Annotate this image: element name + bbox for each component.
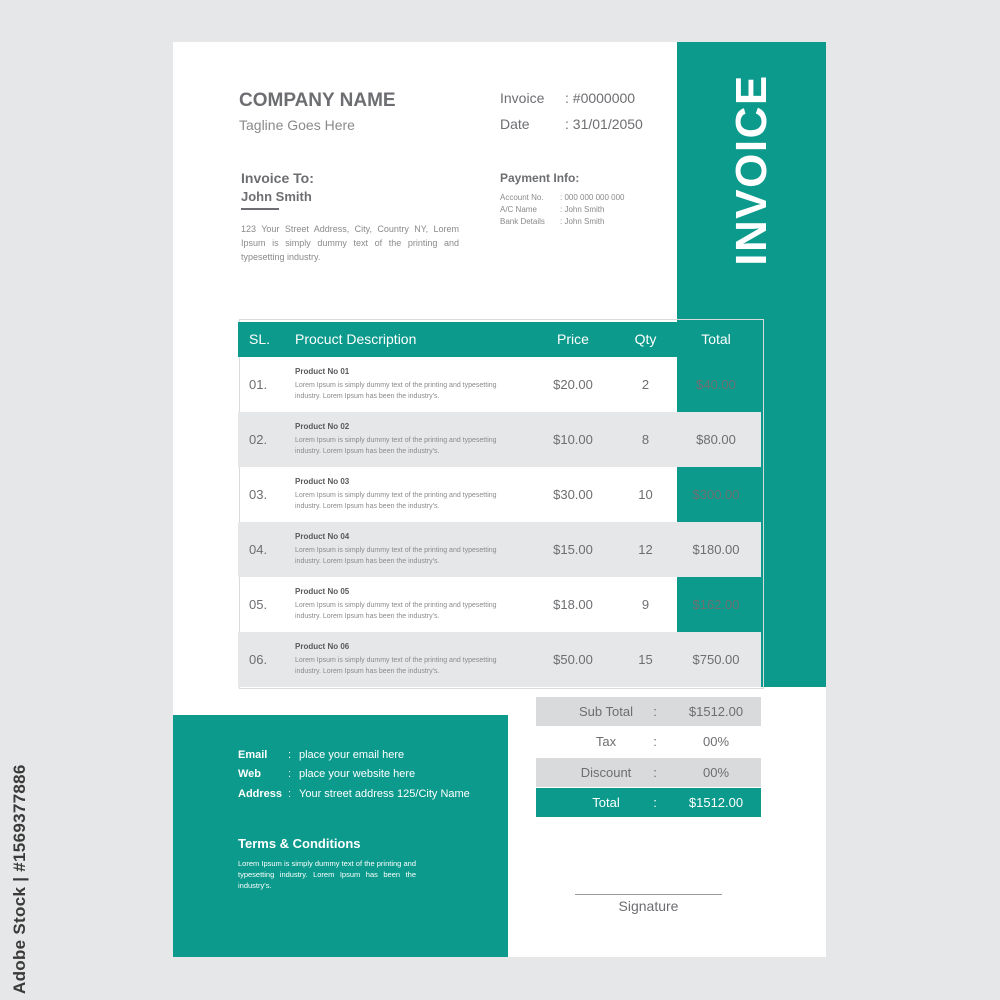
header-price: Price xyxy=(557,331,589,347)
summary-label: Discount xyxy=(580,765,632,780)
row-product-desc: Lorem Ipsum is simply dummy text of the printing and typesetting industry. Lorem Ipsum has been the industry's. xyxy=(295,657,497,675)
signature-line xyxy=(575,894,722,895)
row-price: $15.00 xyxy=(553,542,593,557)
invoice-date-row xyxy=(500,116,643,132)
contact-web-label: Web xyxy=(238,768,262,780)
row-sl: 06. xyxy=(249,652,268,667)
contact-web-value: place your website here xyxy=(299,768,416,780)
terms-title: Terms & Conditions xyxy=(238,836,361,851)
row-total: $180.00 xyxy=(692,542,740,557)
row-sl: 02. xyxy=(249,432,268,447)
row-product-desc: Lorem Ipsum is simply dummy text of the printing and typesetting industry. Lorem Ipsum has been the industry's. xyxy=(295,547,497,565)
table-row xyxy=(238,632,761,687)
contact-address-row xyxy=(238,788,470,800)
header-qty: Qty xyxy=(634,331,657,347)
row-product-desc: Lorem Ipsum is simply dummy text of the printing and typesetting industry. Lorem Ipsum has been the industry's. xyxy=(295,437,497,455)
contact-colon: : xyxy=(288,768,292,780)
invoice-page xyxy=(173,42,826,957)
company-name: COMPANY NAME xyxy=(239,90,396,111)
summary-colon: : xyxy=(653,704,657,719)
row-product-name: Product No 04 xyxy=(295,532,350,541)
header-sl: SL. xyxy=(249,331,271,347)
payment-row-value: : 000 000 000 000 xyxy=(560,193,625,202)
payment-row-label: A/C Name xyxy=(500,205,537,214)
summary-colon: : xyxy=(653,795,657,810)
row-product-name: Product No 03 xyxy=(295,477,350,486)
contact-web-row xyxy=(238,768,415,780)
payment-row-value: : John Smith xyxy=(560,217,605,226)
header-total: Total xyxy=(701,331,731,347)
summary-discount-row xyxy=(536,758,761,787)
invoice-to-label: Invoice To: xyxy=(241,170,314,186)
summary-value: 00% xyxy=(702,734,730,749)
payment-info-label: Payment Info: xyxy=(500,171,580,185)
row-qty: 15 xyxy=(638,652,653,667)
row-total: $750.00 xyxy=(692,652,740,667)
summary-tax-row xyxy=(536,727,761,756)
invoice-number-value: : #0000000 xyxy=(565,90,636,106)
invoice-date-label: Date xyxy=(500,116,530,132)
row-product-desc: Lorem Ipsum is simply dummy text of the printing and typesetting industry. Lorem Ipsum has been the industry's. xyxy=(295,492,497,510)
summary-colon: : xyxy=(653,734,657,749)
payment-row xyxy=(500,217,604,226)
summary-value: 00% xyxy=(702,765,730,780)
row-product-name: Product No 05 xyxy=(295,587,350,596)
invoice-to-address: 123 Your Street Address, City, Country NY, Lorem Ipsum is simply dummy text of the printing and typesetting industry. xyxy=(241,224,459,262)
stock-id-label: Adobe Stock | #1569377886 xyxy=(10,764,29,994)
payment-row-label: Bank Details xyxy=(500,217,545,226)
row-qty: 10 xyxy=(638,487,653,502)
summary-colon: : xyxy=(653,765,657,780)
row-price: $30.00 xyxy=(553,487,593,502)
row-product-name: Product No 06 xyxy=(295,642,350,651)
contact-email-label: Email xyxy=(238,749,268,761)
contact-address-value: Your street address 125/City Name xyxy=(299,788,470,800)
summary-label: Total xyxy=(592,795,620,810)
row-price: $18.00 xyxy=(553,597,593,612)
invoice-to-underline xyxy=(241,208,279,210)
row-product-desc: Lorem Ipsum is simply dummy text of the printing and typesetting industry. Lorem Ipsum has been the industry's. xyxy=(295,602,497,620)
row-total: $300.00 xyxy=(692,487,740,502)
summary-value: $1512.00 xyxy=(688,704,744,719)
summary-label: Tax xyxy=(595,734,617,749)
terms-text: Lorem Ipsum is simply dummy text of the printing and typesetting industry. Lorem Ipsum has been the industry's. xyxy=(238,859,416,890)
row-sl: 01. xyxy=(249,377,268,392)
contact-colon: : xyxy=(288,788,292,800)
invoice-to-name: John Smith xyxy=(241,189,312,204)
summary-subtotal-row xyxy=(536,697,761,726)
row-sl: 04. xyxy=(249,542,268,557)
row-total: $162.00 xyxy=(692,597,740,612)
payment-row-label: Account No. xyxy=(500,193,544,202)
row-total: $80.00 xyxy=(696,432,736,447)
row-price: $50.00 xyxy=(553,652,593,667)
row-sl: 03. xyxy=(249,487,268,502)
row-total: $40.00 xyxy=(696,377,736,392)
summary-value: $1512.00 xyxy=(688,795,744,810)
payment-row xyxy=(500,193,625,202)
row-qty: 2 xyxy=(641,377,650,392)
signature-label: Signature xyxy=(618,898,679,914)
table-row xyxy=(238,522,761,577)
table-row xyxy=(238,467,761,522)
contact-email-value: place your email here xyxy=(299,749,405,761)
header-description: Procuct Description xyxy=(295,331,417,347)
row-product-name: Product No 02 xyxy=(295,422,350,431)
row-qty: 12 xyxy=(638,542,653,557)
payment-row-value: : John Smith xyxy=(560,205,605,214)
table-row xyxy=(238,412,761,467)
invoice-vertical-title: INVOICE xyxy=(727,74,776,266)
row-qty: 9 xyxy=(641,597,650,612)
company-tagline: Tagline Goes Here xyxy=(239,117,355,133)
row-qty: 8 xyxy=(641,432,650,447)
row-product-name: Product No 01 xyxy=(295,367,350,376)
invoice-number-label: Invoice xyxy=(500,90,545,106)
row-price: $20.00 xyxy=(553,377,593,392)
summary-label: Sub Total xyxy=(579,704,633,719)
table-row xyxy=(238,577,761,632)
contact-address-label: Address xyxy=(238,788,283,800)
table-header xyxy=(238,322,761,357)
invoice-date-value: : 31/01/2050 xyxy=(565,116,643,132)
payment-row xyxy=(500,205,604,214)
invoice-number-row xyxy=(500,90,635,106)
table-row xyxy=(238,357,761,412)
contact-colon: : xyxy=(288,749,292,761)
contact-email-row xyxy=(238,749,404,761)
summary-total-row xyxy=(536,788,761,817)
row-product-desc: Lorem Ipsum is simply dummy text of the printing and typesetting industry. Lorem Ipsum has been the industry's. xyxy=(295,382,497,400)
row-price: $10.00 xyxy=(553,432,593,447)
row-sl: 05. xyxy=(249,597,268,612)
